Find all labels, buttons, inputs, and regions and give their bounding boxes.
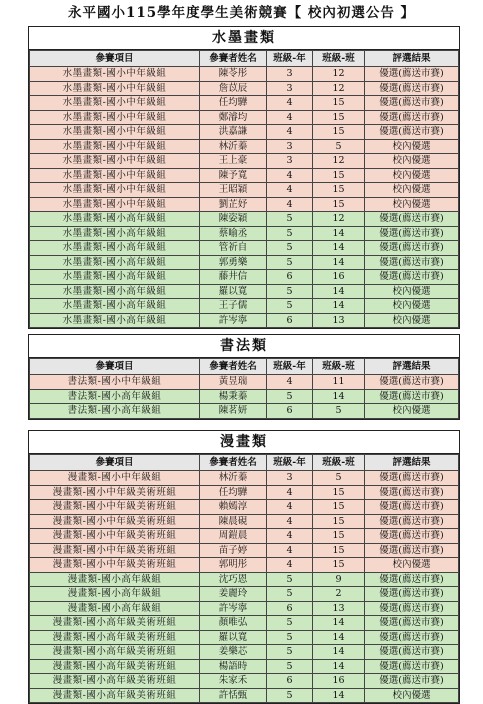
cell-class: 14 xyxy=(313,226,365,241)
cell-name: 郭明彤 xyxy=(200,558,267,573)
cell-grade: 4 xyxy=(267,168,313,183)
cell-grade: 5 xyxy=(267,284,313,299)
cell-class: 15 xyxy=(313,500,365,515)
table-row xyxy=(30,529,459,544)
section-title: 書法類 xyxy=(29,335,459,358)
cell-class: 12 xyxy=(313,212,365,227)
cell-result: 校內優選 xyxy=(365,313,459,328)
cell-class: 14 xyxy=(313,284,365,299)
cell-grade: 4 xyxy=(267,485,313,500)
cell-class: 14 xyxy=(313,645,365,660)
cell-result: 優選(薦送市賽) xyxy=(365,674,459,689)
cell-result: 校內優選 xyxy=(365,183,459,198)
cell-grade: 3 xyxy=(267,139,313,154)
cell-grade: 5 xyxy=(267,226,313,241)
cell-class: 13 xyxy=(313,313,365,328)
cell-item: 水墨畫類-國小中年級組 xyxy=(30,183,200,198)
table-header-row xyxy=(30,51,459,67)
cell-name: 洪嘉謙 xyxy=(200,125,267,140)
cell-name: 林沂蓁 xyxy=(200,139,267,154)
cell-class: 5 xyxy=(313,471,365,486)
cell-name: 管祈自 xyxy=(200,241,267,256)
cell-item: 水墨畫類-國小高年級組 xyxy=(30,284,200,299)
table-header-row xyxy=(30,455,459,471)
cell-item: 漫畫類-國小高年級美術班組 xyxy=(30,688,200,703)
cell-class: 14 xyxy=(313,659,365,674)
cell-name: 許岑寧 xyxy=(200,601,267,616)
cell-class: 13 xyxy=(313,601,365,616)
cell-result: 優選(薦送市賽) xyxy=(365,375,459,390)
table-row xyxy=(30,110,459,125)
table-header-row xyxy=(30,359,459,375)
table-row xyxy=(30,241,459,256)
cell-result: 優選(薦送市賽) xyxy=(365,587,459,602)
cell-class: 9 xyxy=(313,572,365,587)
cell-class: 12 xyxy=(313,81,365,96)
table-row xyxy=(30,313,459,328)
cell-item: 書法類-國小高年級組 xyxy=(30,404,200,419)
cell-item: 漫畫類-國小高年級組 xyxy=(30,587,200,602)
cell-name: 王上豪 xyxy=(200,154,267,169)
table-row xyxy=(30,572,459,587)
header-item: 參賽項目 xyxy=(30,455,200,471)
cell-name: 任均驊 xyxy=(200,485,267,500)
table-row xyxy=(30,299,459,314)
cell-item: 水墨畫類-國小中年級組 xyxy=(30,96,200,111)
cell-name: 苗子婷 xyxy=(200,543,267,558)
cell-result: 優選(薦送市賽) xyxy=(365,601,459,616)
table-row xyxy=(30,659,459,674)
cell-item: 漫畫類-國小高年級美術班組 xyxy=(30,645,200,660)
cell-grade: 3 xyxy=(267,154,313,169)
cell-item: 水墨畫類-國小高年級組 xyxy=(30,241,200,256)
cell-result: 優選(薦送市賽) xyxy=(365,110,459,125)
cell-name: 藤井信 xyxy=(200,270,267,285)
cell-grade: 6 xyxy=(267,270,313,285)
table-row xyxy=(30,212,459,227)
section-comics xyxy=(28,430,460,704)
cell-item: 漫畫類-國小高年級美術班組 xyxy=(30,630,200,645)
cell-grade: 3 xyxy=(267,471,313,486)
table-row xyxy=(30,616,459,631)
cell-grade: 5 xyxy=(267,389,313,404)
cell-grade: 4 xyxy=(267,375,313,390)
cell-name: 蔡喻丞 xyxy=(200,226,267,241)
table-row xyxy=(30,255,459,270)
cell-item: 漫畫類-國小高年級組 xyxy=(30,572,200,587)
cell-name: 周鎧晨 xyxy=(200,529,267,544)
cell-name: 顏唯弘 xyxy=(200,616,267,631)
table-row xyxy=(30,168,459,183)
table-row xyxy=(30,558,459,573)
cell-result: 優選(薦送市賽) xyxy=(365,255,459,270)
table-row xyxy=(30,514,459,529)
cell-class: 15 xyxy=(313,558,365,573)
cell-name: 楊秉蓁 xyxy=(200,389,267,404)
cell-result: 優選(薦送市賽) xyxy=(365,67,459,82)
cell-grade: 3 xyxy=(267,67,313,82)
table-row xyxy=(30,183,459,198)
cell-item: 水墨畫類-國小高年級組 xyxy=(30,299,200,314)
cell-result: 優選(薦送市賽) xyxy=(365,241,459,256)
cell-result: 優選(薦送市賽) xyxy=(365,659,459,674)
table-row xyxy=(30,139,459,154)
table-row xyxy=(30,630,459,645)
cell-grade: 6 xyxy=(267,601,313,616)
cell-result: 校內優選 xyxy=(365,139,459,154)
cell-name: 劉芷妤 xyxy=(200,197,267,212)
table-row xyxy=(30,375,459,390)
cell-name: 賴嫣淳 xyxy=(200,500,267,515)
cell-result: 優選(薦送市賽) xyxy=(365,485,459,500)
cell-grade: 4 xyxy=(267,197,313,212)
cell-item: 水墨畫類-國小中年級組 xyxy=(30,197,200,212)
table-row xyxy=(30,601,459,616)
cell-item: 水墨畫類-國小高年級組 xyxy=(30,212,200,227)
section-title: 漫畫類 xyxy=(29,431,459,454)
table-row xyxy=(30,404,459,419)
cell-item: 漫畫類-國小高年級美術班組 xyxy=(30,674,200,689)
cell-name: 王子儒 xyxy=(200,299,267,314)
table-row xyxy=(30,154,459,169)
cell-grade: 4 xyxy=(267,543,313,558)
cell-result: 校內優選 xyxy=(365,558,459,573)
cell-result: 優選(薦送市賽) xyxy=(365,572,459,587)
table-row xyxy=(30,284,459,299)
cell-result: 優選(薦送市賽) xyxy=(365,270,459,285)
cell-item: 水墨畫類-國小中年級組 xyxy=(30,67,200,82)
header-grade: 班級-年 xyxy=(267,359,313,375)
cell-class: 15 xyxy=(313,183,365,198)
cell-item: 水墨畫類-國小中年級組 xyxy=(30,139,200,154)
cell-class: 5 xyxy=(313,404,365,419)
cell-name: 羅以寬 xyxy=(200,284,267,299)
cell-name: 陳茗妍 xyxy=(200,404,267,419)
cell-class: 15 xyxy=(313,125,365,140)
cell-grade: 5 xyxy=(267,572,313,587)
results-table xyxy=(29,358,459,419)
section-ink-painting xyxy=(28,26,460,329)
table-row xyxy=(30,389,459,404)
cell-item: 水墨畫類-國小高年級組 xyxy=(30,226,200,241)
cell-item: 漫畫類-國小中年級美術班組 xyxy=(30,514,200,529)
cell-class: 12 xyxy=(313,67,365,82)
cell-name: 陳姿穎 xyxy=(200,212,267,227)
table-row xyxy=(30,674,459,689)
cell-item: 水墨畫類-國小高年級組 xyxy=(30,313,200,328)
cell-name: 鄭濬均 xyxy=(200,110,267,125)
cell-grade: 5 xyxy=(267,659,313,674)
cell-item: 書法類-國小中年級組 xyxy=(30,375,200,390)
cell-grade: 4 xyxy=(267,558,313,573)
cell-grade: 6 xyxy=(267,404,313,419)
cell-class: 5 xyxy=(313,139,365,154)
cell-grade: 6 xyxy=(267,674,313,689)
cell-class: 14 xyxy=(313,630,365,645)
table-row xyxy=(30,197,459,212)
table-row xyxy=(30,645,459,660)
cell-item: 水墨畫類-國小高年級組 xyxy=(30,255,200,270)
cell-result: 優選(薦送市賽) xyxy=(365,389,459,404)
cell-name: 任均驊 xyxy=(200,96,267,111)
cell-grade: 5 xyxy=(267,630,313,645)
cell-grade: 4 xyxy=(267,514,313,529)
cell-name: 許岑寧 xyxy=(200,313,267,328)
cell-grade: 5 xyxy=(267,645,313,660)
cell-class: 15 xyxy=(313,514,365,529)
header-grade: 班級-年 xyxy=(267,51,313,67)
table-row xyxy=(30,270,459,285)
cell-name: 林沂蓁 xyxy=(200,471,267,486)
cell-class: 15 xyxy=(313,110,365,125)
cell-name: 姜樂芯 xyxy=(200,645,267,660)
header-result: 評選結果 xyxy=(365,455,459,471)
section-title: 水墨畫類 xyxy=(29,27,459,50)
results-table xyxy=(29,454,459,703)
cell-class: 14 xyxy=(313,255,365,270)
cell-class: 14 xyxy=(313,299,365,314)
page-title: 永平國小115學年度學生美術競賽【 校內初選公告 】 xyxy=(67,5,416,21)
cell-name: 楊語時 xyxy=(200,659,267,674)
table-row xyxy=(30,226,459,241)
cell-item: 水墨畫類-國小高年級組 xyxy=(30,270,200,285)
cell-item: 漫畫類-國小中年級美術班組 xyxy=(30,558,200,573)
cell-name: 朱家禾 xyxy=(200,674,267,689)
cell-grade: 5 xyxy=(267,688,313,703)
cell-item: 水墨畫類-國小中年級組 xyxy=(30,81,200,96)
cell-result: 校內優選 xyxy=(365,404,459,419)
table-row xyxy=(30,485,459,500)
cell-item: 漫畫類-國小高年級美術班組 xyxy=(30,616,200,631)
cell-result: 校內優選 xyxy=(365,154,459,169)
cell-grade: 4 xyxy=(267,110,313,125)
table-row xyxy=(30,688,459,703)
cell-class: 14 xyxy=(313,688,365,703)
cell-class: 16 xyxy=(313,674,365,689)
header-item: 參賽項目 xyxy=(30,359,200,375)
cell-class: 11 xyxy=(313,375,365,390)
cell-result: 優選(薦送市賽) xyxy=(365,616,459,631)
table-row xyxy=(30,67,459,82)
cell-result: 優選(薦送市賽) xyxy=(365,645,459,660)
cell-result: 優選(薦送市賽) xyxy=(365,96,459,111)
cell-item: 漫畫類-國小中年級組 xyxy=(30,471,200,486)
cell-item: 漫畫類-國小高年級美術班組 xyxy=(30,659,200,674)
cell-grade: 4 xyxy=(267,500,313,515)
cell-class: 2 xyxy=(313,587,365,602)
cell-grade: 4 xyxy=(267,96,313,111)
table-row xyxy=(30,96,459,111)
header-class: 班級-班 xyxy=(313,51,365,67)
cell-name: 王昭穎 xyxy=(200,183,267,198)
cell-name: 姜麗玲 xyxy=(200,587,267,602)
cell-result: 校內優選 xyxy=(365,197,459,212)
cell-item: 書法類-國小高年級組 xyxy=(30,389,200,404)
header-name: 參賽者姓名 xyxy=(200,51,267,67)
cell-result: 優選(薦送市賽) xyxy=(365,226,459,241)
cell-item: 漫畫類-國小中年級美術班組 xyxy=(30,485,200,500)
cell-class: 16 xyxy=(313,270,365,285)
table-row xyxy=(30,81,459,96)
cell-grade: 5 xyxy=(267,587,313,602)
cell-result: 校內優選 xyxy=(365,284,459,299)
cell-result: 優選(薦送市賽) xyxy=(365,81,459,96)
cell-result: 優選(薦送市賽) xyxy=(365,543,459,558)
cell-result: 優選(薦送市賽) xyxy=(365,125,459,140)
header-result: 評選結果 xyxy=(365,359,459,375)
cell-grade: 5 xyxy=(267,616,313,631)
cell-class: 14 xyxy=(313,241,365,256)
cell-name: 許恬甄 xyxy=(200,688,267,703)
cell-item: 水墨畫類-國小中年級組 xyxy=(30,125,200,140)
cell-grade: 4 xyxy=(267,183,313,198)
cell-grade: 5 xyxy=(267,255,313,270)
cell-item: 水墨畫類-國小中年級組 xyxy=(30,154,200,169)
cell-class: 15 xyxy=(313,529,365,544)
cell-name: 黃昱瑞 xyxy=(200,375,267,390)
cell-result: 校內優選 xyxy=(365,168,459,183)
table-row xyxy=(30,125,459,140)
cell-name: 郭勇樂 xyxy=(200,255,267,270)
cell-result: 校內優選 xyxy=(365,688,459,703)
cell-item: 漫畫類-國小高年級組 xyxy=(30,601,200,616)
header-item: 參賽項目 xyxy=(30,51,200,67)
cell-name: 陳苓彤 xyxy=(200,67,267,82)
cell-item: 漫畫類-國小中年級美術班組 xyxy=(30,500,200,515)
cell-grade: 3 xyxy=(267,81,313,96)
cell-class: 14 xyxy=(313,616,365,631)
cell-result: 優選(薦送市賽) xyxy=(365,529,459,544)
cell-class: 15 xyxy=(313,96,365,111)
table-row xyxy=(30,471,459,486)
cell-class: 12 xyxy=(313,154,365,169)
cell-class: 15 xyxy=(313,197,365,212)
header-class: 班級-班 xyxy=(313,359,365,375)
cell-result: 校內優選 xyxy=(365,299,459,314)
header-grade: 班級-年 xyxy=(267,455,313,471)
cell-item: 水墨畫類-國小中年級組 xyxy=(30,110,200,125)
cell-item: 漫畫類-國小中年級美術班組 xyxy=(30,543,200,558)
cell-grade: 5 xyxy=(267,241,313,256)
cell-class: 15 xyxy=(313,168,365,183)
cell-grade: 4 xyxy=(267,529,313,544)
cell-result: 優選(薦送市賽) xyxy=(365,500,459,515)
cell-name: 詹苡辰 xyxy=(200,81,267,96)
cell-result: 優選(薦送市賽) xyxy=(365,514,459,529)
cell-grade: 5 xyxy=(267,212,313,227)
header-result: 評選結果 xyxy=(365,51,459,67)
cell-item: 漫畫類-國小中年級美術班組 xyxy=(30,529,200,544)
cell-name: 陳予寬 xyxy=(200,168,267,183)
table-row xyxy=(30,543,459,558)
cell-class: 15 xyxy=(313,543,365,558)
cell-grade: 6 xyxy=(267,313,313,328)
table-row xyxy=(30,587,459,602)
section-calligraphy xyxy=(28,334,460,420)
cell-name: 陳晨硯 xyxy=(200,514,267,529)
cell-result: 優選(薦送市賽) xyxy=(365,212,459,227)
header-name: 參賽者姓名 xyxy=(200,455,267,471)
cell-grade: 5 xyxy=(267,299,313,314)
cell-class: 15 xyxy=(313,485,365,500)
table-row xyxy=(30,500,459,515)
results-table xyxy=(29,50,459,328)
cell-name: 沈巧恩 xyxy=(200,572,267,587)
cell-item: 水墨畫類-國小中年級組 xyxy=(30,168,200,183)
cell-result: 優選(薦送市賽) xyxy=(365,471,459,486)
cell-class: 14 xyxy=(313,389,365,404)
cell-result: 優選(薦送市賽) xyxy=(365,630,459,645)
header-name: 參賽者姓名 xyxy=(200,359,267,375)
cell-name: 羅以寬 xyxy=(200,630,267,645)
cell-grade: 4 xyxy=(267,125,313,140)
header-class: 班級-班 xyxy=(313,455,365,471)
